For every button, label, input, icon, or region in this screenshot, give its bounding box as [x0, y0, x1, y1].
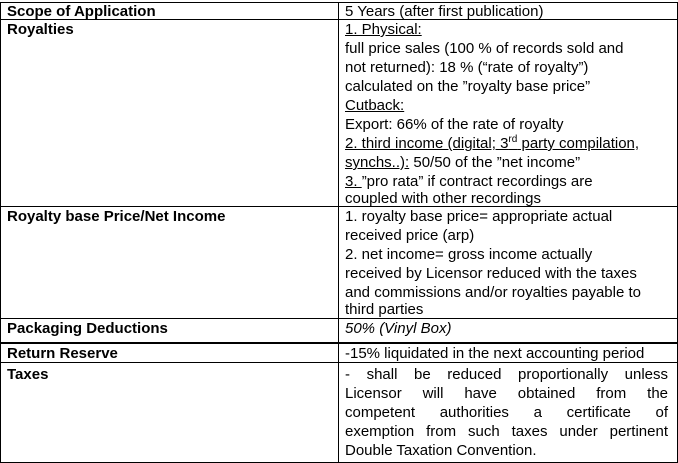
royalties-export-line: Export: 66% of the rate of royalty	[345, 116, 564, 133]
row-value-return-reserve: -15% liquidated in the next accounting period	[345, 345, 645, 362]
base-price-line: third parties	[345, 301, 424, 318]
row-label-scope: Scope of Application	[7, 3, 156, 20]
row-divider	[0, 318, 678, 319]
royalties-cutback-heading: Cutback:	[345, 97, 405, 114]
row-label-taxes: Taxes	[7, 366, 49, 383]
royalties-physical-line: not returned): 18 % (“rate of royalty”)	[345, 59, 589, 76]
base-price-line: 1. royalty base price= appropriate actual	[345, 208, 613, 225]
synchs-underlined: synchs..):	[345, 154, 410, 171]
base-price-line: received by Licensor reduced with the taxes	[345, 265, 637, 282]
third-income-suffix: party compilation,	[517, 135, 640, 152]
synchs-rest: 50/50 of the ”net income”	[409, 154, 581, 171]
row-label-base-price: Royalty base Price/Net Income	[7, 208, 226, 225]
third-income-prefix: 2. third income (digital; 3	[345, 135, 509, 152]
table-left-border	[0, 2, 1, 463]
taxes-line-last: Double Taxation Convention.	[345, 442, 537, 459]
pro-rata-rest: ”pro rata” if contract recordings are	[361, 173, 593, 190]
royalties-third-income-line	[345, 135, 639, 152]
base-price-line: 2. net income= gross income actually	[345, 246, 593, 263]
taxes-line: - shall be reduced proportionally unless	[345, 366, 668, 383]
taxes-line: Licensor will have obtained from the	[345, 385, 668, 402]
row-label-royalties: Royalties	[7, 21, 74, 38]
taxes-line: competent authorities a certificate of	[345, 404, 668, 421]
row-label-return-reserve: Return Reserve	[7, 345, 118, 362]
row-divider	[0, 362, 678, 363]
row-divider	[0, 342, 678, 344]
taxes-line: exemption from such taxes under pertinent	[345, 423, 668, 440]
royalties-physical-line: calculated on the ”royalty base price”	[345, 78, 591, 95]
row-label-packaging: Packaging Deductions	[7, 320, 168, 337]
column-divider	[338, 2, 339, 463]
royalties-pro-rata-line	[345, 173, 593, 190]
base-price-line: and commissions and/or royalties payable to	[345, 284, 641, 301]
row-divider	[0, 206, 678, 207]
royalties-physical-line: full price sales (100 % of records sold and	[345, 40, 624, 57]
pro-rata-number: 3.	[345, 173, 362, 190]
row-value-scope: 5 Years (after first publication)	[345, 3, 544, 20]
royalties-synchs-line	[345, 154, 580, 171]
royalties-physical-heading: 1. Physical:	[345, 21, 422, 38]
row-value-packaging: 50% (Vinyl Box)	[345, 320, 452, 337]
base-price-line: received price (arp)	[345, 227, 475, 244]
royalties-pro-rata-line2: coupled with other recordings	[345, 190, 541, 207]
third-income-superscript: rd	[508, 134, 518, 145]
